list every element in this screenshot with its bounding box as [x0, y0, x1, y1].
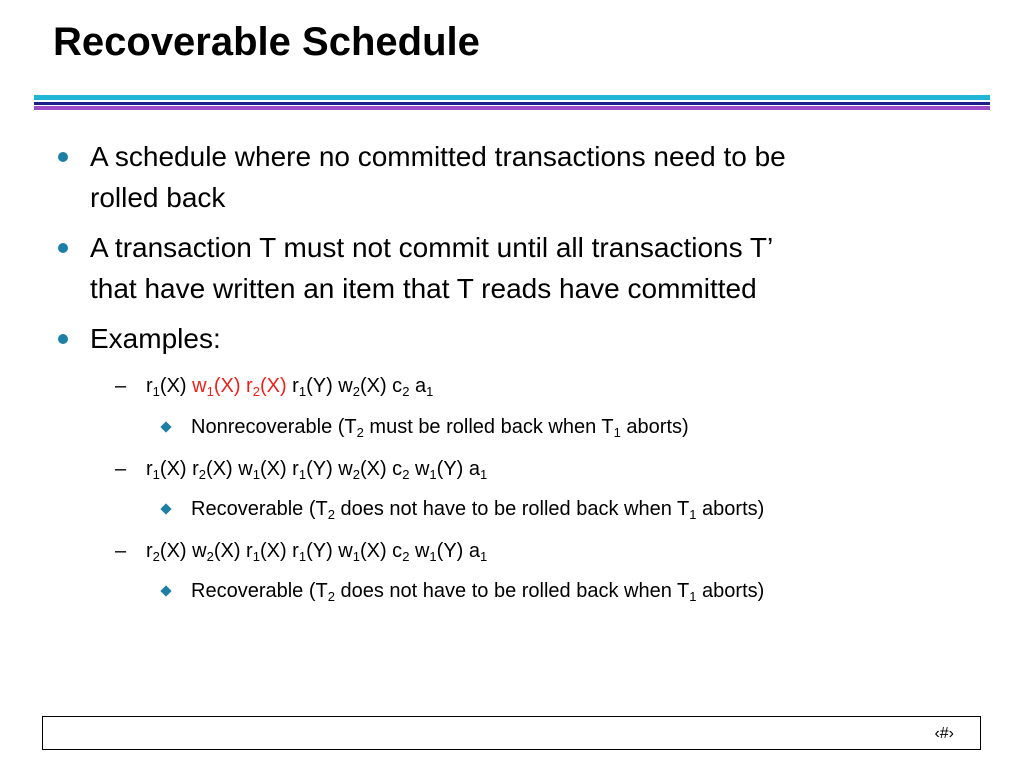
subscript-text: 2 [327, 589, 335, 604]
bullet-3-text: Examples: [90, 323, 221, 354]
example-1-note [191, 414, 689, 440]
text-run: (X) w [159, 540, 207, 562]
text-run: r [146, 375, 153, 397]
text-run: (X) [259, 375, 287, 397]
subscript-text: 2 [352, 467, 360, 482]
text-run: must be rolled back when T [363, 416, 614, 438]
subscript-text: 1 [689, 589, 697, 604]
text-run: (Y) a [436, 540, 480, 562]
text-run: (X) r [213, 540, 253, 562]
dash-bullet: – [115, 375, 127, 397]
subscript-text: 2 [402, 384, 410, 399]
subscript-text: 2 [206, 549, 214, 564]
subscript-text: 1 [298, 549, 307, 564]
bullet-dot-icon [58, 334, 68, 344]
text-run: (Y) w [306, 458, 353, 480]
subscript-text: 2 [327, 507, 335, 522]
text-run: Recoverable (T [191, 498, 328, 520]
diamond-bullet-icon [160, 585, 171, 596]
text-run: w [409, 458, 430, 480]
text-run: r [286, 375, 299, 397]
bullet-dot-icon [58, 243, 68, 253]
subscript-text: 1 [429, 549, 437, 564]
bullet-2-line-1: A transaction T must not commit until all transactions T’ [90, 232, 774, 263]
subscript-text: 1 [298, 384, 307, 399]
title-divider-navy [34, 102, 990, 105]
text-run: w [192, 375, 207, 397]
text-run: w [409, 540, 430, 562]
example-3-schedule [146, 538, 487, 564]
text-run: aborts) [696, 498, 765, 520]
text-run: r [146, 540, 153, 562]
text-run: (Y) w [306, 540, 353, 562]
text-run: (X) c [359, 458, 403, 480]
text-run: (Y) w [306, 375, 353, 397]
dash-bullet: – [115, 458, 127, 480]
text-run: (X) c [359, 375, 403, 397]
footer-box [42, 716, 981, 750]
page-number: ‹#› [934, 725, 954, 742]
text-run: r [146, 458, 153, 480]
text-run: aborts) [696, 580, 765, 602]
subscript-text: 2 [352, 384, 360, 399]
text-run: (X) [213, 375, 247, 397]
subscript-text: 2 [356, 425, 364, 440]
subscript-text: 2 [198, 467, 207, 482]
subscript-text: 1 [480, 549, 488, 564]
text-run: (X) r [259, 458, 299, 480]
text-run: a [409, 375, 427, 397]
subscript-text: 2 [402, 467, 410, 482]
subscript-text: 1 [426, 384, 434, 399]
text-run: (X) r [159, 458, 199, 480]
text-run: (X) r [259, 540, 299, 562]
example-2-note [191, 496, 764, 522]
subscript-text: 2 [152, 549, 160, 564]
subscript-text: 1 [480, 467, 488, 482]
text-run: Nonrecoverable (T [191, 416, 357, 438]
slide-title: Recoverable Schedule [53, 20, 480, 64]
text-run: does not have to be rolled back when T [334, 498, 690, 520]
subscript-text: 1 [152, 384, 160, 399]
text-run: r [246, 375, 253, 397]
text-run: (X) c [359, 540, 403, 562]
subscript-text: 1 [252, 549, 260, 564]
subscript-text: 1 [152, 467, 160, 482]
subscript-text: 1 [352, 549, 360, 564]
example-2-schedule [146, 456, 487, 482]
diamond-bullet-icon [160, 503, 171, 514]
bullet-1-line-2: rolled back [90, 182, 226, 213]
title-divider-cyan [34, 95, 990, 100]
subscript-text: 1 [429, 467, 437, 482]
text-run: does not have to be rolled back when T [334, 580, 690, 602]
subscript-text: 1 [613, 425, 621, 440]
text-run: (X) [159, 375, 193, 397]
subscript-text: 1 [689, 507, 697, 522]
example-3-note [191, 578, 764, 604]
bullet-dot-icon [58, 152, 68, 162]
text-run: Recoverable (T [191, 580, 328, 602]
title-divider-purple [34, 106, 990, 110]
subscript-text: 2 [402, 549, 410, 564]
text-run: (Y) a [436, 458, 480, 480]
text-run: (X) w [206, 458, 253, 480]
text-run: aborts) [620, 416, 689, 438]
dash-bullet: – [115, 540, 127, 562]
subscript-text: 1 [298, 467, 307, 482]
subscript-text: 1 [252, 467, 260, 482]
subscript-text: 2 [252, 384, 260, 399]
diamond-bullet-icon [160, 421, 171, 432]
bullet-1-line-1: A schedule where no committed transactions need to be [90, 141, 786, 172]
subscript-text: 1 [206, 384, 214, 399]
bullet-2-line-2: that have written an item that T reads have committed [90, 273, 757, 304]
example-1-schedule [146, 373, 433, 399]
